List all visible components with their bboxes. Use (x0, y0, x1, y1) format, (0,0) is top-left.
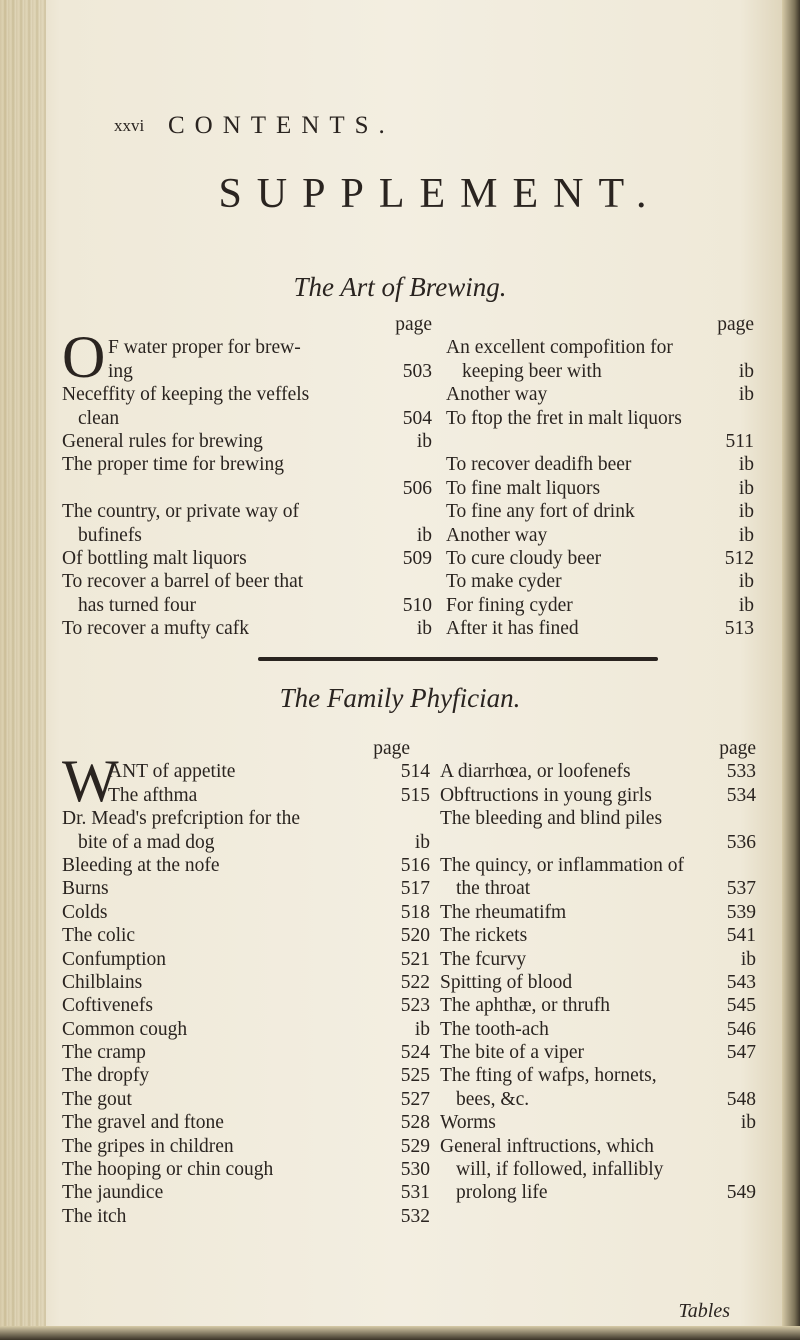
page-bottom-edge (0, 1326, 800, 1340)
entry-page-number: ib (740, 1112, 756, 1134)
contents-entry (62, 1158, 430, 1181)
contents-entry (440, 1135, 756, 1158)
page-number: xxvi (114, 116, 145, 135)
contents-entry (62, 948, 430, 971)
entry-title: The proper time for brewing (62, 454, 285, 476)
entry-title: The gravel and ftone (62, 1112, 224, 1134)
entry-page-number: 509 (402, 547, 432, 569)
entry-title: clean (78, 407, 120, 429)
entry-title: To fine malt liquors (446, 477, 601, 499)
entry-title: Coftivenefs (62, 995, 153, 1017)
entry-title: The afthma (108, 784, 198, 806)
contents-entry (62, 617, 432, 640)
contents-entry (440, 1064, 756, 1087)
contents-entry (62, 831, 430, 854)
entry-title: Neceffity of keeping the veffels (62, 384, 310, 406)
entry-page-number: 510 (402, 594, 432, 616)
entry-page-number: ib (738, 360, 754, 382)
contents-entry (62, 924, 430, 947)
entry-page-number: ib (738, 571, 754, 593)
entry-title: Another way (446, 524, 548, 546)
entry-title: An excellent compofition for (446, 337, 673, 359)
contents-entry (62, 1018, 430, 1041)
contents-entry (62, 500, 432, 523)
contents-entry (62, 807, 430, 830)
entry-page-number: 530 (400, 1159, 430, 1181)
entry-page-number: 512 (724, 547, 754, 569)
entry-title: bees, &c. (456, 1088, 530, 1110)
entry-title: To ftop the fret in malt liquors (446, 407, 682, 429)
contents-entry (62, 1088, 430, 1111)
entry-page-number: 546 (726, 1018, 756, 1040)
entry-title: The jaundice (62, 1182, 164, 1204)
entry-title: bufinefs (78, 524, 142, 546)
entry-title: A diarrhœa, or loofenefs (440, 761, 631, 783)
contents-entry (62, 1111, 430, 1134)
entry-title: The fting of wafps, hornets, (440, 1065, 657, 1087)
contents-entry (62, 1064, 430, 1087)
contents-entry (446, 336, 754, 359)
entry-title: The hooping or chin cough (62, 1159, 274, 1181)
entry-page-number: 543 (726, 971, 756, 993)
entry-title: Chilblains (62, 971, 143, 993)
entry-title: To cure cloudy beer (446, 547, 602, 569)
catchword: Tables (678, 1300, 730, 1322)
entry-title: Bleeding at the nofe (62, 854, 220, 876)
contents-entry (62, 1205, 430, 1228)
entry-page-number: ib (416, 524, 432, 546)
entry-title: will, if followed, infallibly (456, 1159, 664, 1181)
entry-title: Common cough (62, 1018, 188, 1040)
entry-page-number: 514 (400, 761, 430, 783)
entry-page-number: ib (738, 501, 754, 523)
entry-title: Spitting of blood (440, 971, 573, 993)
entry-title: the throat (456, 878, 531, 900)
entry-title: Dr. Mead's prefcription for the (62, 808, 300, 830)
contents-entry (62, 547, 432, 570)
entry-page-number: 527 (400, 1088, 430, 1110)
entry-page-number: 532 (400, 1205, 430, 1227)
contents-entry (446, 453, 754, 476)
entry-title: prolong life (456, 1182, 548, 1204)
contents-entry (440, 877, 756, 900)
entry-title: The fcurvy (440, 948, 527, 970)
section-divider-rule (258, 657, 658, 661)
contents-entry (62, 1135, 430, 1158)
contents-entry (440, 1018, 756, 1041)
entry-title: Colds (62, 901, 108, 923)
entry-page-number: 533 (726, 761, 756, 783)
entry-page-number: ib (416, 618, 432, 640)
contents-entry (62, 336, 432, 359)
contents-entry (62, 570, 432, 593)
entry-title: After it has fined (446, 618, 579, 640)
physician-left-column (62, 737, 430, 1228)
contents-entry (446, 570, 754, 593)
entry-page-number: 534 (726, 784, 756, 806)
entry-title: The country, or private way of (62, 501, 299, 523)
entry-page-number: 513 (724, 618, 754, 640)
entry-page-number: ib (414, 1018, 430, 1040)
contents-entry (446, 407, 754, 430)
entry-page-number: ib (740, 948, 756, 970)
entry-title: The quincy, or inflammation of (440, 854, 685, 876)
entry-title: To recover a mufty cafk (62, 618, 250, 640)
contents-entry (62, 453, 432, 476)
entry-page-number: 528 (400, 1112, 430, 1134)
entry-title: The dropfy (62, 1065, 150, 1087)
entry-page-number: 504 (402, 407, 432, 429)
entry-page-number: 536 (726, 831, 756, 853)
contents-entry (440, 971, 756, 994)
contents-entry (440, 1181, 756, 1204)
contents-entry (446, 547, 754, 570)
contents-entry (446, 524, 754, 547)
entry-page-number: 529 (400, 1135, 430, 1157)
entry-title: has turned four (78, 594, 197, 616)
contents-entry (62, 430, 432, 453)
contents-entry (62, 383, 432, 406)
brewing-left-column (62, 313, 432, 640)
contents-entry (62, 971, 430, 994)
entry-title: To fine any fort of drink (446, 501, 635, 523)
contents-entry (440, 948, 756, 971)
entry-title: Burns (62, 878, 109, 900)
contents-entry (440, 1158, 756, 1181)
entry-title: ANT of appetite (108, 761, 236, 783)
page-column-label: page (373, 738, 410, 759)
entry-page-number: 525 (400, 1065, 430, 1087)
page-edge (782, 0, 800, 1340)
brewing-right-column (446, 313, 754, 640)
contents-entry (62, 901, 430, 924)
entry-title: The rickets (440, 925, 528, 947)
entry-title: keeping beer with (462, 360, 602, 382)
contents-entry (446, 500, 754, 523)
contents-entry (440, 854, 756, 877)
running-head-title: CONTENTS. (168, 112, 395, 139)
entry-title: The tooth-ach (440, 1018, 549, 1040)
entry-page-number: 541 (726, 925, 756, 947)
entry-title: The gripes in children (62, 1135, 234, 1157)
entry-title: The gout (62, 1088, 132, 1110)
entry-page-number: 547 (726, 1042, 756, 1064)
entry-page-number: 506 (402, 477, 432, 499)
entry-title: Of bottling malt liquors (62, 547, 247, 569)
entry-page-number: 531 (400, 1182, 430, 1204)
contents-entry (440, 831, 756, 854)
entry-title: F water proper for brew- (108, 337, 301, 359)
entry-page-number: 521 (400, 948, 430, 970)
contents-entry (62, 360, 432, 383)
entry-title: The aphthæ, or thrufh (440, 995, 611, 1017)
contents-entry (446, 477, 754, 500)
contents-entry (440, 994, 756, 1017)
entry-title: Obftructions in young girls (440, 784, 652, 806)
contents-entry (62, 854, 430, 877)
entry-page-number: 503 (402, 360, 432, 382)
entry-page-number: 524 (400, 1042, 430, 1064)
entry-title: The rheumatifm (440, 901, 567, 923)
contents-entry (440, 1041, 756, 1064)
entry-page-number: ib (738, 477, 754, 499)
contents-entry (62, 994, 430, 1017)
entry-title: ing (108, 360, 133, 382)
physician-section-title: The Family Phyfician. (279, 683, 521, 713)
contents-entry (62, 477, 432, 500)
contents-entry (446, 430, 754, 453)
contents-entry (440, 784, 756, 807)
drop-cap: O (62, 324, 106, 390)
contents-entry (62, 1181, 430, 1204)
contents-entry (62, 784, 430, 807)
contents-entry (62, 1041, 430, 1064)
entry-page-number: 511 (725, 430, 754, 452)
contents-entry (62, 760, 430, 783)
entry-title: The bite of a viper (440, 1042, 585, 1064)
page-binding (0, 0, 46, 1340)
contents-entry (62, 877, 430, 900)
page-column-label: page (717, 314, 754, 335)
entry-title: Another way (446, 384, 548, 406)
contents-entry (440, 1088, 756, 1111)
contents-entry (440, 760, 756, 783)
physician-right-column (440, 737, 756, 1205)
contents-entry (446, 383, 754, 406)
contents-entry (440, 901, 756, 924)
entry-title: The bleeding and blind piles (440, 808, 663, 830)
entry-page-number: 523 (400, 995, 430, 1017)
contents-entry (446, 617, 754, 640)
entry-page-number: 548 (726, 1088, 756, 1110)
contents-entry (440, 1111, 756, 1134)
brewing-section-title: The Art of Brewing. (293, 272, 507, 302)
entry-page-number: 516 (400, 854, 430, 876)
entry-page-number: 539 (726, 901, 756, 923)
contents-entry (440, 924, 756, 947)
entry-title: To recover deadifh beer (446, 454, 632, 476)
entry-page-number: 522 (400, 971, 430, 993)
entry-page-number: ib (414, 831, 430, 853)
entry-page-number: ib (738, 454, 754, 476)
entry-title: For fining cyder (446, 594, 573, 616)
entry-title: The itch (62, 1205, 127, 1227)
entry-title: bite of a mad dog (78, 831, 215, 853)
entry-page-number: ib (738, 594, 754, 616)
contents-entry (62, 594, 432, 617)
entry-title: To recover a barrel of beer that (62, 571, 304, 593)
entry-title: The colic (62, 925, 136, 947)
entry-page-number: 545 (726, 995, 756, 1017)
entry-page-number: 515 (400, 784, 430, 806)
entry-page-number: ib (738, 524, 754, 546)
entry-title: Worms (440, 1112, 496, 1134)
page-column-label: page (719, 738, 756, 759)
entry-title: To make cyder (446, 571, 562, 593)
supplement-heading: SUPPLEMENT. (218, 171, 662, 217)
entry-page-number: 520 (400, 925, 430, 947)
entry-page-number: ib (738, 384, 754, 406)
page-column-label: page (395, 314, 432, 335)
contents-entry (446, 360, 754, 383)
entry-page-number: ib (416, 430, 432, 452)
entry-page-number: 549 (726, 1182, 756, 1204)
contents-entry (440, 807, 756, 830)
entry-title: The cramp (62, 1042, 146, 1064)
entry-page-number: 537 (726, 878, 756, 900)
contents-entry (62, 407, 432, 430)
contents-entry (62, 524, 432, 547)
drop-cap: W (62, 748, 119, 814)
entry-title: General inftructions, which (440, 1135, 654, 1157)
contents-entry (446, 594, 754, 617)
entry-page-number: 517 (400, 878, 430, 900)
entry-title: Confumption (62, 948, 167, 970)
entry-title: General rules for brewing (62, 430, 263, 452)
entry-page-number: 518 (400, 901, 430, 923)
